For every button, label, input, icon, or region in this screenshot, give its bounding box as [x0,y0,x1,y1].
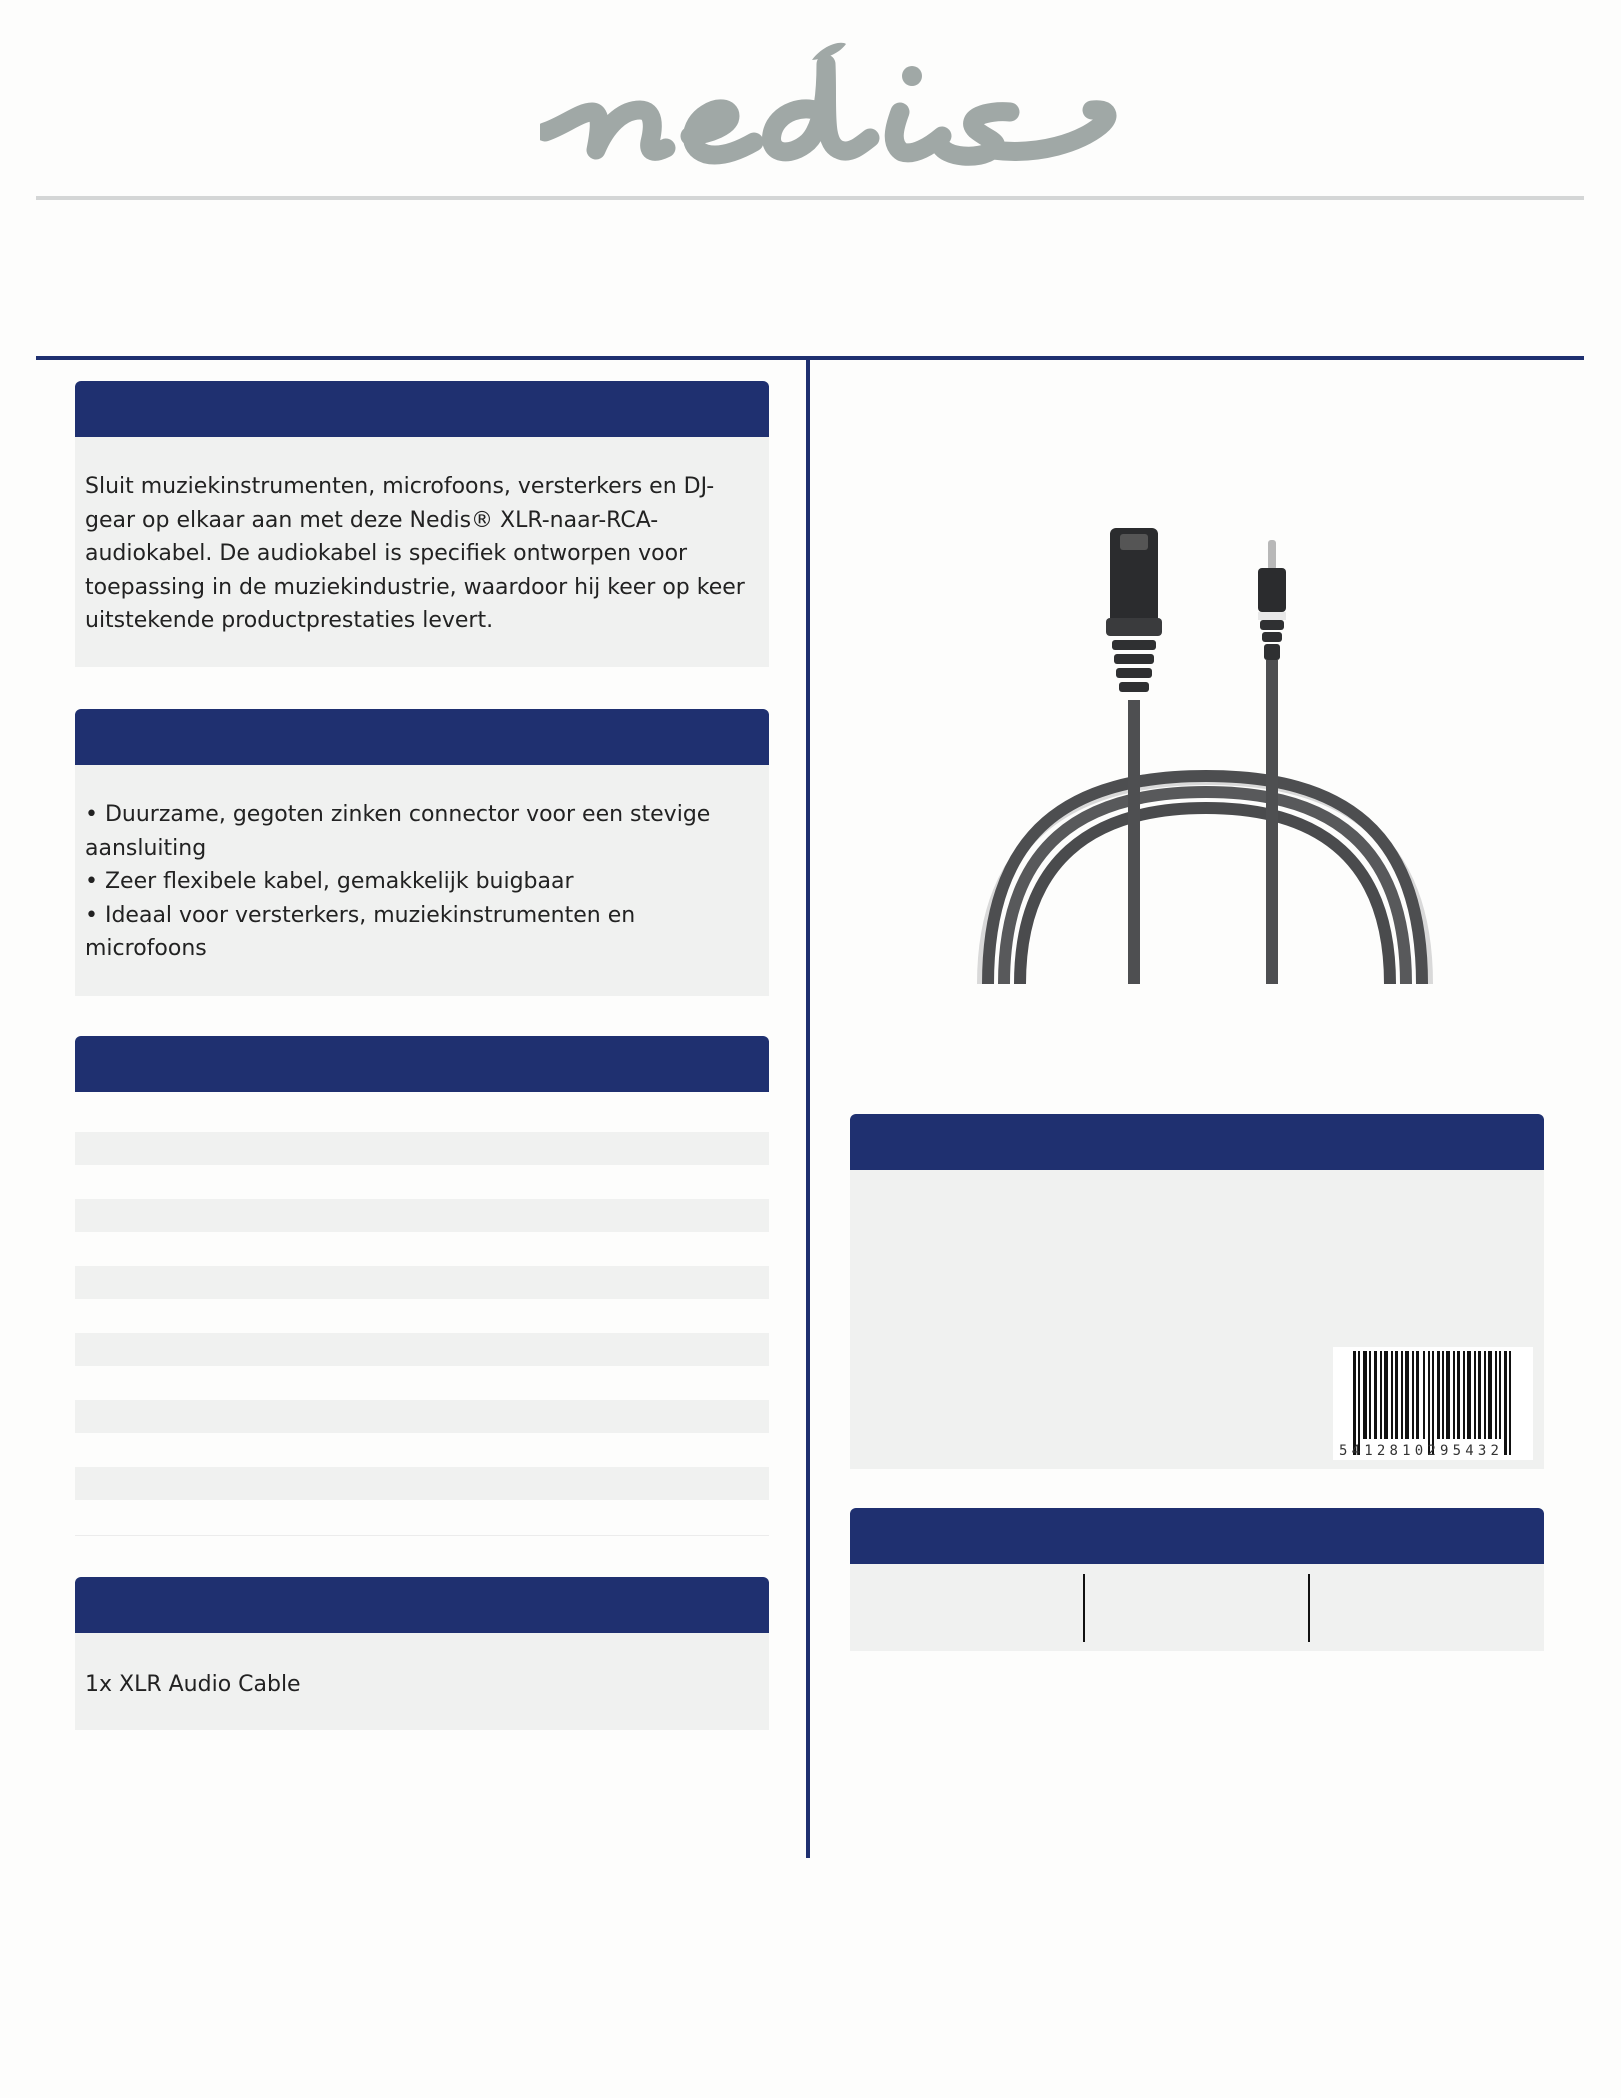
nedis-logo-graphic [540,30,1120,180]
spec-table-bottom-line [75,1535,769,1536]
spec-row [75,1132,769,1165]
packaging-column-separator [1083,1574,1085,1642]
packaging-panel [850,1564,1544,1651]
barcode-digits: 5412810295432 [1339,1443,1504,1459]
title-divider [36,356,1584,360]
description-header [75,381,769,437]
features-list: • Duurzame, gegoten zinken connector voor een stevige aansluiting • Zeer flexibele kabel, gemakkelijk buigbaar • Ideaal voor versterkers, muziekinstrumenten en microfoons [85,802,711,961]
product-info-header [850,1114,1544,1170]
spec-row [75,1333,769,1366]
spec-row [75,1467,769,1500]
specifications-header [75,1036,769,1092]
nedis-logo [540,30,1120,180]
packaging-column-separator [1308,1574,1310,1642]
spec-row [75,1400,769,1433]
description-text: Sluit muziekinstrumenten, microfoons, versterkers en DJ- gear op elkaar aan met deze Nedis® XLR-naar-RCA- audiokabel. De audiokabel is specifiek ontworpen voor toepassing in de muziekindustrie, waardoor hij keer op keer uitstekende productprestaties levert. [85,474,745,633]
package-contents-text: 1x XLR Audio Cable [85,1672,301,1697]
spec-row [75,1199,769,1232]
ean-barcode [1333,1347,1533,1460]
column-divider [806,358,810,1858]
spec-row [75,1266,769,1299]
product-image [960,500,1450,984]
xlr-rca-cable-illustration [960,500,1450,984]
package-contents-header [75,1577,769,1633]
packaging-header [850,1508,1544,1564]
header-divider [36,196,1584,200]
features-header [75,709,769,765]
